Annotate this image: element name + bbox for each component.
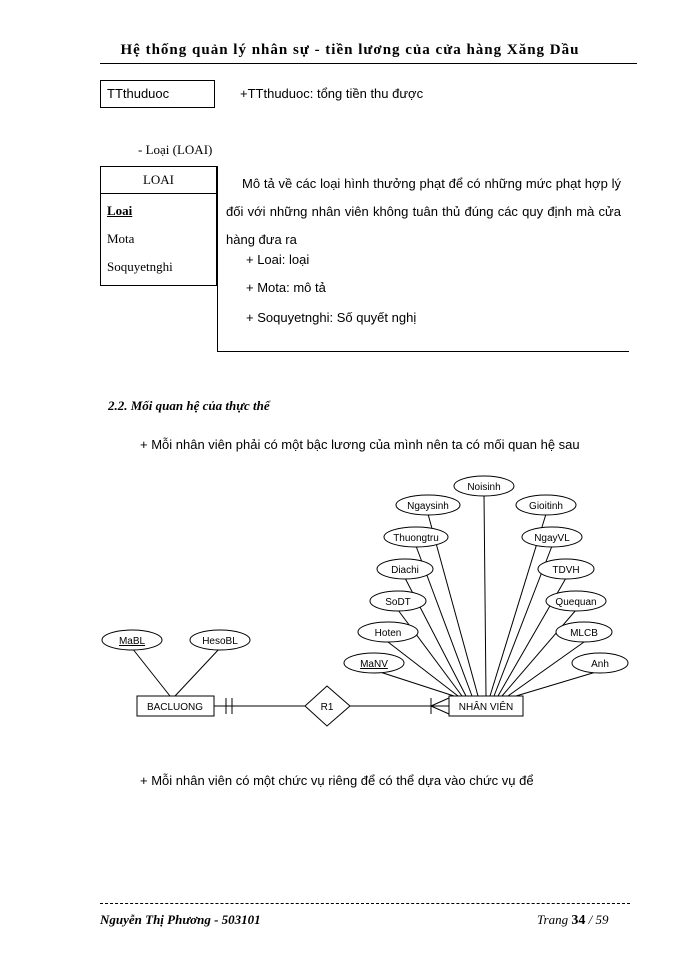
- relationship-r1-label: R1: [320, 702, 334, 713]
- entity-loai-attribute-soquyetnghi: Soquyetnghi: [107, 259, 173, 274]
- header-rule: [100, 63, 637, 64]
- footer-page-label: Trang: [537, 912, 569, 927]
- loai-item-loai: + Loai: loại: [246, 252, 310, 267]
- attr-hoten-label: Hoten: [374, 628, 402, 639]
- line-hesobl: [175, 648, 220, 696]
- footer-page-number: [537, 912, 608, 929]
- attr-manv-label: MaNV: [360, 659, 388, 670]
- entity-loai-title: LOAI: [101, 167, 216, 194]
- entity-loai-box: [100, 166, 217, 286]
- attr-diachi-label: Diachi: [391, 565, 419, 576]
- loai-heading: - Loại (LOAI): [138, 142, 213, 157]
- attr-anh-label: Anh: [591, 659, 609, 670]
- attr-noisinh-label: Noisinh: [467, 482, 501, 493]
- loai-description-text: Mô tả về các loại hình thưởng phạt để có những mức phạt hợp lý đối với những nhân viên không tuân thủ đúng các quy định mà cửa hàng đưa ra: [226, 176, 621, 247]
- entity-loai-attribute-mota: Mota: [107, 231, 135, 246]
- loai-description: [226, 170, 621, 254]
- attr-hesobl-label: HesoBL: [202, 636, 238, 647]
- er-diagram: [0, 460, 700, 730]
- attr-sodt-label: SoDT: [385, 597, 411, 608]
- entity-loai-key-attribute: Loai: [107, 203, 133, 218]
- entity-nhanvien-label: NHÂN VIÊN: [458, 702, 514, 713]
- loai-item-soquyetnghi: + Soquyetnghi: Số quyết nghị: [246, 310, 417, 325]
- footer-rule: [100, 903, 630, 904]
- attr-quequan-label: Quequan: [555, 597, 597, 608]
- entity-ttthuduoc: TTthuduoc: [100, 80, 215, 108]
- page-header-title: Hệ thống quản lý nhân sự - tiền lương của cửa hàng Xăng Dầu: [120, 42, 580, 58]
- paragraph-relationship-1: + Mỗi nhân viên phải có một bậc lương của mình nên ta có mối quan hệ sau: [140, 437, 580, 452]
- attr-ngaysinh-label: Ngaysinh: [407, 501, 449, 512]
- paragraph-relationship-2: + Mỗi nhân viên có một chức vụ riêng để có thể dựa vào chức vụ để: [140, 773, 534, 788]
- footer-page-total: / 59: [588, 912, 609, 927]
- section-title: 2.2. Mối quan hệ của thực thể: [108, 398, 270, 413]
- loai-item-mota: + Mota: mô tả: [246, 280, 326, 295]
- attr-gioitinh-label: Gioitinh: [529, 501, 563, 512]
- ttthuduoc-description: +TTthuduoc: tổng tiền thu được: [240, 86, 424, 101]
- er-connector-lines: [132, 494, 596, 714]
- entity-bacluong-label: BACLUONG: [146, 702, 204, 713]
- attr-mabl-label: MaBL: [118, 636, 146, 647]
- line-mabl: [132, 648, 170, 696]
- attr-ngayvl-label: NgayVL: [534, 533, 570, 544]
- footer-author: Nguyễn Thị Phương - 503101: [100, 912, 261, 927]
- attr-mlcb-label: MLCB: [570, 628, 598, 639]
- attr-thuongtru-label: Thuongtru: [393, 533, 439, 544]
- footer-page-current: 34: [571, 913, 586, 928]
- attr-tdvh-label: TDVH: [552, 565, 580, 576]
